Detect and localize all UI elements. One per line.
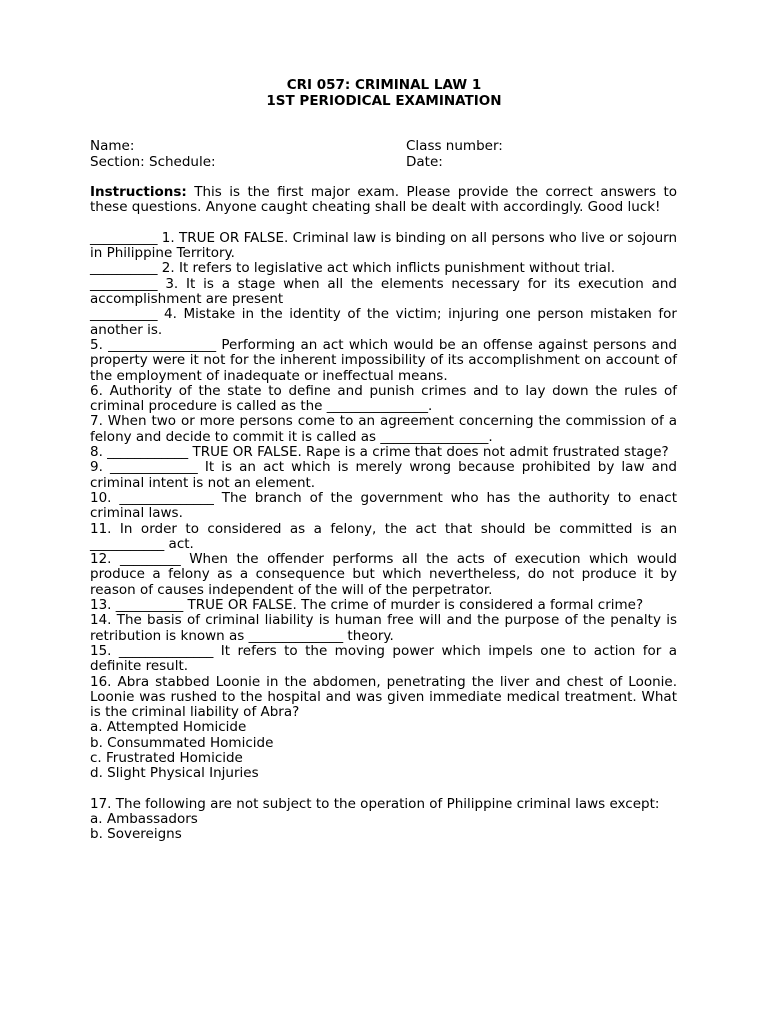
exam-title: 1ST PERIODICAL EXAMINATION	[266, 93, 502, 109]
section-schedule-label: Section: Schedule:	[90, 154, 216, 170]
exam-body	[90, 185, 677, 843]
question-7: 7. When two or more persons come to an agreement concerning the commission of a felony and decide to commit it is called as ________________.	[90, 413, 677, 445]
question-13: 13. __________ TRUE OR FALSE. The crime of murder is considered a formal crime?	[90, 597, 644, 614]
question-9: 9. _____________ It is an act which is merely wrong because prohibited by law and criminal intent is not an element.	[90, 459, 677, 491]
spacer	[90, 782, 677, 797]
spacer	[90, 216, 677, 231]
question-16-option-c: c. Frustrated Homicide	[90, 749, 243, 766]
course-title: CRI 057: CRIMINAL LAW 1	[286, 77, 482, 93]
question-8: 8. ____________ TRUE OR FALSE. Rape is a crime that does not admit frustrated stage?	[90, 444, 669, 461]
question-6: 6. Authority of the state to define and punish crimes and to lay down the rules of criminal procedure is called as the _______________.	[90, 382, 677, 415]
question-14: 14. The basis of criminal liability is human free will and the purpose of the penalty is retribution is known as ______________ theory.	[90, 612, 677, 644]
instructions-label: Instructions:	[90, 184, 187, 200]
question-12: 12. _________ When the offender performs all the acts of execution which would produce a felony as a consequence but which nevertheless, do not produce it by reason of causes independent of the will of the perpetrator.	[90, 551, 677, 598]
question-5: 5. ________________ Performing an act which would be an offense against persons and property were it not for the inherent impossibility of its accomplishment on account of the employment of inadequate or ineffectual means.	[90, 336, 677, 384]
instructions-text: This is the first major exam. Please provide the correct answers to these questions. Anyone caught cheating shall be dealt with accordingly. Good luck!	[90, 184, 677, 216]
question-16-option-b: b. Consummated Homicide	[90, 734, 274, 751]
class-number-label: Class number:	[406, 138, 503, 154]
question-11: 11. In order to considered as a felony, the act that should be committed is an ___________ act.	[90, 520, 677, 552]
question-17-option-a: a. Ambassadors	[90, 811, 198, 828]
question-4: __________ 4. Mistake in the identity of the victim; injuring one person mistaken for another is.	[90, 306, 677, 338]
instructions	[90, 185, 677, 216]
question-16-option-a: a. Attempted Homicide	[90, 719, 247, 736]
question-1: __________ 1. TRUE OR FALSE. Criminal law is binding on all persons who live or sojourn in Philippine Territory.	[90, 229, 677, 262]
question-2: __________ 2. It refers to legislative act which inflicts punishment without trial.	[90, 260, 615, 277]
question-16-option-d: d. Slight Physical Injuries	[90, 765, 259, 782]
question-17-option-b: b. Sovereigns	[90, 826, 182, 843]
name-label: Name:	[90, 138, 135, 154]
question-17: 17. The following are not subject to the operation of Philippine criminal laws except:	[90, 795, 660, 812]
question-10: 10. ______________ The branch of the government who has the authority to enact criminal laws.	[90, 489, 677, 522]
date-label: Date:	[406, 154, 443, 170]
question-16: 16. Abra stabbed Loonie in the abdomen, penetrating the liver and chest of Loonie. Loonie was rushed to the hospital and was given immediate medical treatment. What is the criminal liability of Abra?	[90, 673, 677, 721]
question-15: 15. ______________ It refers to the moving power which impels one to action for a definite result.	[90, 642, 677, 675]
question-3: __________ 3. It is a stage when all the elements necessary for its execution and accomplishment are present	[90, 275, 677, 308]
